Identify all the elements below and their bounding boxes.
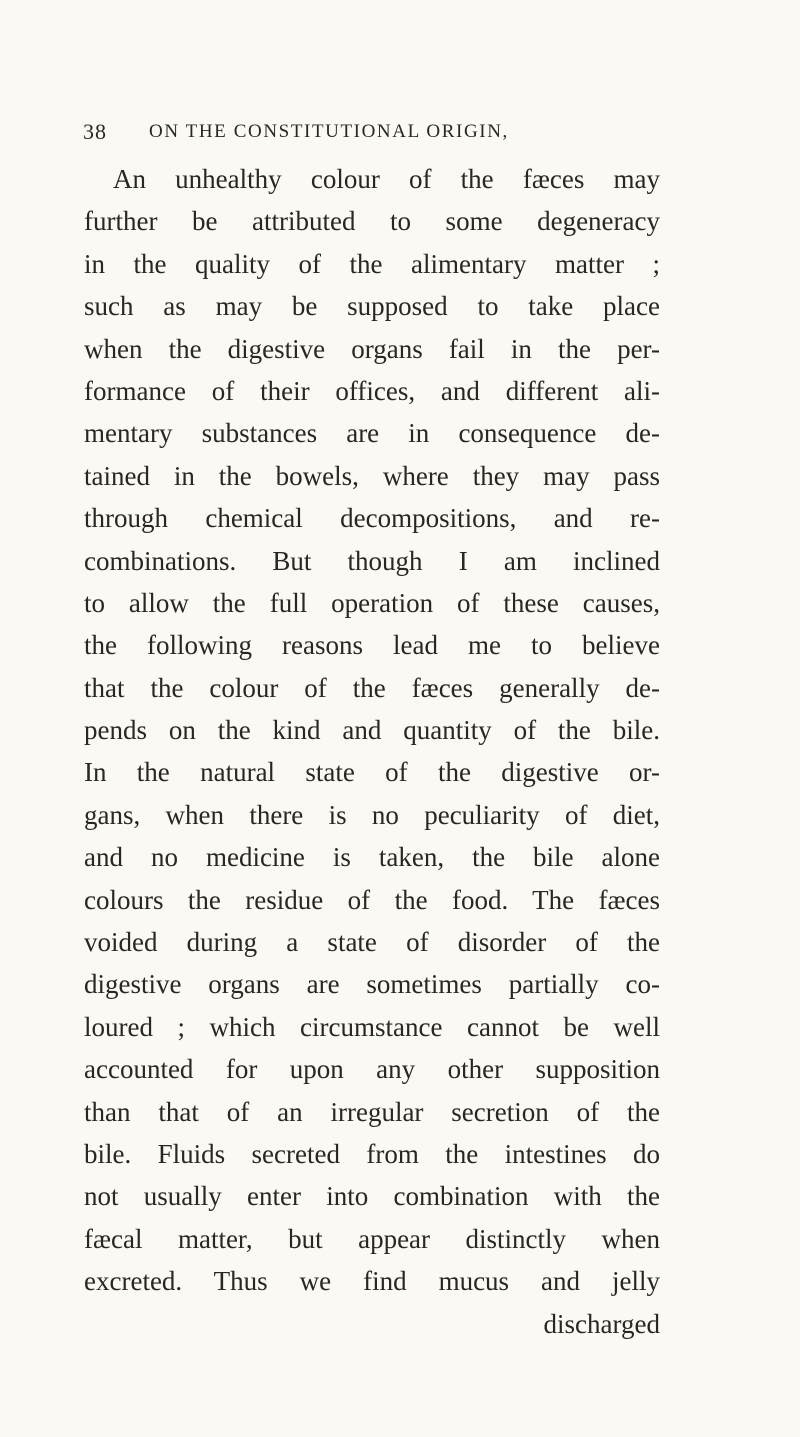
text-line: such as may be supposed to take place bbox=[84, 291, 660, 322]
text-line: combinations. But though I am inclined bbox=[84, 545, 660, 576]
text-line: in the quality of the alimentary matter ; bbox=[84, 248, 660, 279]
text-line: further be attributed to some degeneracy bbox=[84, 206, 660, 237]
text-line: mentary substances are in consequence de- bbox=[84, 418, 660, 449]
text-line: gans, when there is no peculiarity of diet, bbox=[84, 799, 660, 830]
page-number: 38 bbox=[83, 119, 107, 144]
text-line: and no medicine is taken, the bile alone bbox=[84, 842, 660, 873]
text-line: In the natural state of the digestive or- bbox=[84, 757, 660, 788]
text-line: than that of an irregular secretion of the bbox=[84, 1096, 660, 1127]
text-line: pends on the kind and quantity of the bile. bbox=[84, 715, 660, 746]
text-line: formance of their offices, and different ali- bbox=[84, 375, 660, 406]
text-line: tained in the bowels, where they may pass bbox=[84, 460, 660, 491]
text-line: that the colour of the fæces generally de- bbox=[84, 672, 660, 703]
body-paragraph bbox=[84, 158, 660, 1345]
text-line: the following reasons lead me to believe bbox=[84, 630, 660, 661]
text-line: loured ; which circumstance cannot be well bbox=[84, 1011, 660, 1042]
catchword: discharged bbox=[543, 1308, 660, 1339]
text-line: excreted. Thus we find mucus and jelly bbox=[84, 1266, 660, 1297]
running-title: ON THE CONSTITUTIONAL ORIGIN, bbox=[149, 121, 509, 142]
text-line: digestive organs are sometimes partially co- bbox=[84, 969, 660, 1000]
text-line: fæcal matter, but appear distinctly when bbox=[84, 1223, 660, 1254]
text-line: to allow the full operation of these causes, bbox=[84, 587, 660, 618]
text-line: through chemical decompositions, and re- bbox=[84, 503, 660, 534]
text-line: voided during a state of disorder of the bbox=[84, 927, 660, 958]
text-line: not usually enter into combination with the bbox=[84, 1181, 660, 1212]
text-line: An unhealthy colour of the fæces may bbox=[113, 164, 660, 194]
running-head bbox=[83, 116, 663, 148]
text-line: accounted for upon any other supposition bbox=[84, 1054, 660, 1085]
text-line: when the digestive organs fail in the per- bbox=[84, 333, 660, 364]
text-line: colours the residue of the food. The fæces bbox=[84, 884, 660, 915]
text-line: bile. Fluids secreted from the intestines do bbox=[84, 1138, 660, 1169]
